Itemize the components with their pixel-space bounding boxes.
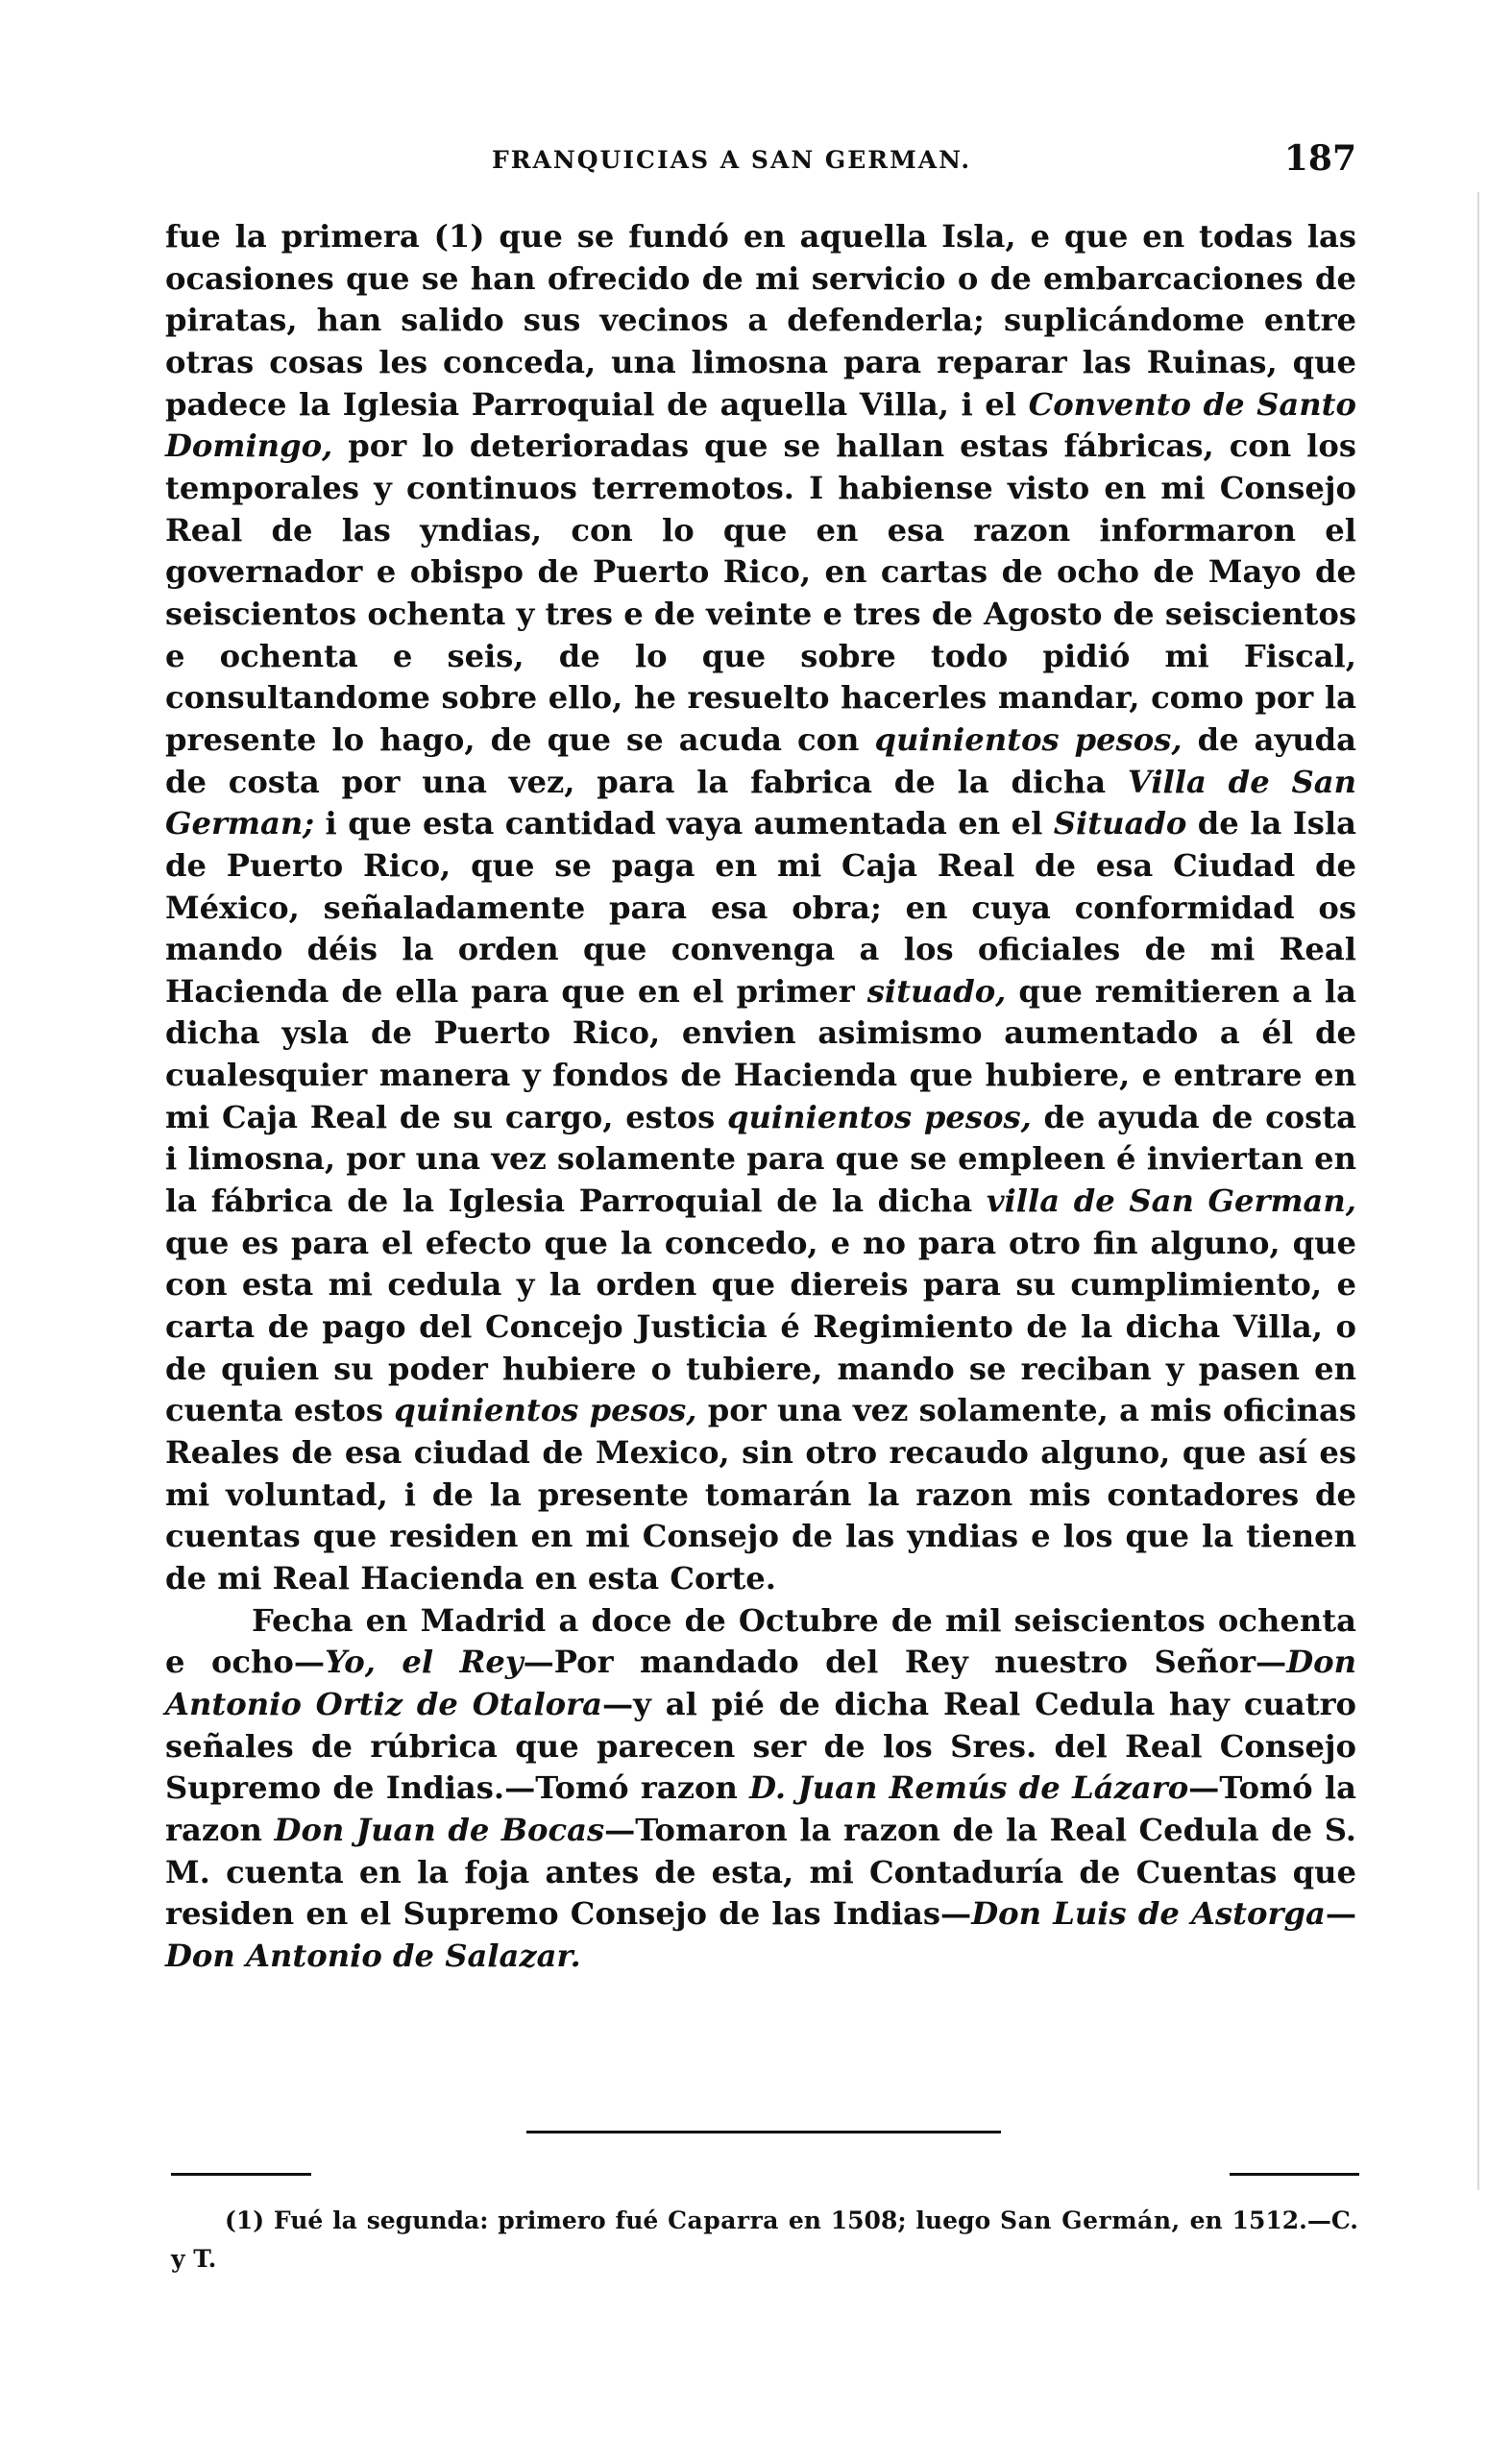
italic-phrase: Don Antonio Ortiz de Otalora [165,1644,1357,1722]
italic-phrase: D. Juan Remús de Lázaro [749,1769,1189,1807]
italic-phrase: quinientos pesos, [394,1392,697,1429]
text-run: —y al pié de dicha Real Cedula hay cuatro señales de rúbrica que parecen ser de los Sres. del Real Consejo Supremo de Indias.—Tomó razon [165,1685,1357,1807]
text-run: de ayuda de costa por una vez, para la fabrica de la dicha [165,720,1356,800]
text-run: de ayuda de costa i limosna, por una vez solamente para que se empleen é inviertan en la fábrica de la Iglesia Parroquial de la dicha [165,1098,1356,1220]
text-run: por lo deterioradas que se hallan estas fábricas, con los temporales y continuos terremotos. I habiense visto en mi Consejo Real de las yndias, con lo que en esa razon informaron el governador e obispo de Puerto Rico, en cartas de ocho de Mayo de seiscientos ochenta y tres e de veinte e tres de Agosto de seiscientos e ochenta e seis, de lo que sobre todo pidió mi Fiscal, consultandome sobre ello, he resuelto hacerles mandar, como por la presente lo hago, de que se acuda con [165,427,1356,758]
italic-phrase: villa de San German, [986,1182,1356,1220]
italic-phrase: Don Luis de Astorga [971,1895,1326,1933]
italic-phrase: quinientos pesos, [874,720,1183,758]
italic-phrase: quinientos pesos, [727,1098,1032,1135]
text-run: fue la primera (1) que se fundó en aquella Isla, e que en todas las ocasiones que se han ofrecido de mi servicio o de embarcaciones de piratas, han salido sus vecinos a defenderla; suplicándome entre otras cosas les conceda, una limosna para reparar las Ruinas, que padece la Iglesia Parroquial de aquella Villa, i el [165,218,1356,423]
footnote-rule-left [171,2173,311,2176]
footnote-emphasis: San Germán, [1000,2206,1181,2234]
section-divider [526,2131,1001,2133]
italic-phrase: Convento de Santo Domingo, [165,385,1356,465]
italic-phrase: Villa de San German; [165,763,1356,842]
footnote-text: en 1508; luego [778,2206,1001,2234]
italic-phrase: situado, [866,972,1007,1010]
text-run: i que esta cantidad vaya aumentada en el [314,805,1054,842]
text-run: —Por mandado del Rey nuestro Señor— [523,1644,1287,1681]
running-head [165,138,1356,177]
italic-phrase: Yo, el Rey [325,1644,524,1681]
footnote-text: Fué la segunda: primero fué [264,2206,669,2234]
footnote-emphasis: Caparra [668,2206,779,2234]
text-run: que remitieren a la dicha ysla de Puerto Rico, envien asimismo aumentado a él de cualesquier manera y fondos de Hacienda que hubiere, e entrare en mi Caja Real de su cargo, estos [165,972,1356,1135]
italic-phrase: Don Juan de Bocas [274,1811,605,1848]
paragraph-fecha [165,1600,1356,1978]
footnote-rule-right [1230,2173,1359,2176]
paragraph-cedula [165,216,1356,1600]
text-run: de la Isla de Puerto Rico, que se paga en mi Caja Real de esa Ciudad de México, señaladamente para esa obra; en cuya conformidad os mando déis la orden que convenga a los oficiales de mi Real Hacienda de ella para que en el primer [165,805,1356,1010]
text-run: — [1325,1895,1356,1933]
page-number: 187 [1283,138,1356,179]
running-title: FRANQUICIAS A SAN GERMAN. [492,146,972,174]
text-run: Fecha en Madrid a doce de Octubre de mil seiscientos ochenta e ocho— [165,1601,1356,1681]
body-text [165,216,1356,1978]
margin-rule [1477,192,1479,2190]
text-run: que es para el efecto que la concedo, e no para otro fin alguno, que con esta mi cedula y la orden que diereis para su cumplimiento, e carta de pago del Concejo Justicia é Regimiento de la dicha Villa, o de quien su poder hubiere o tubiere, mando se reciban y pasen en cuenta estos [165,1224,1356,1429]
footnote [171,2202,1358,2279]
footnote-text: en 1512.—C. y T. [171,2206,1358,2273]
text-run: por una vez solamente, a mis oficinas Reales de esa ciudad de Mexico, sin otro recaudo alguno, que así es mi voluntad, i de la presente tomarán la razon mis contadores de cuentas que residen en mi Consejo de las yndias e los que la tienen de mi Real Hacienda en esta Corte. [165,1392,1357,1597]
italic-phrase: Situado [1053,805,1187,842]
footnote-marker: (1) [225,2206,265,2234]
italic-phrase: Don Antonio de Salazar. [165,1937,581,1974]
text-run: —Tomaron la razon de la Real Cedula de S. M. cuenta en la foja antes de esta, mi Contaduría de Cuentas que residen en el Supremo Consejo de las Indias— [165,1811,1357,1933]
text-run: —Tomó la razon [165,1769,1357,1848]
